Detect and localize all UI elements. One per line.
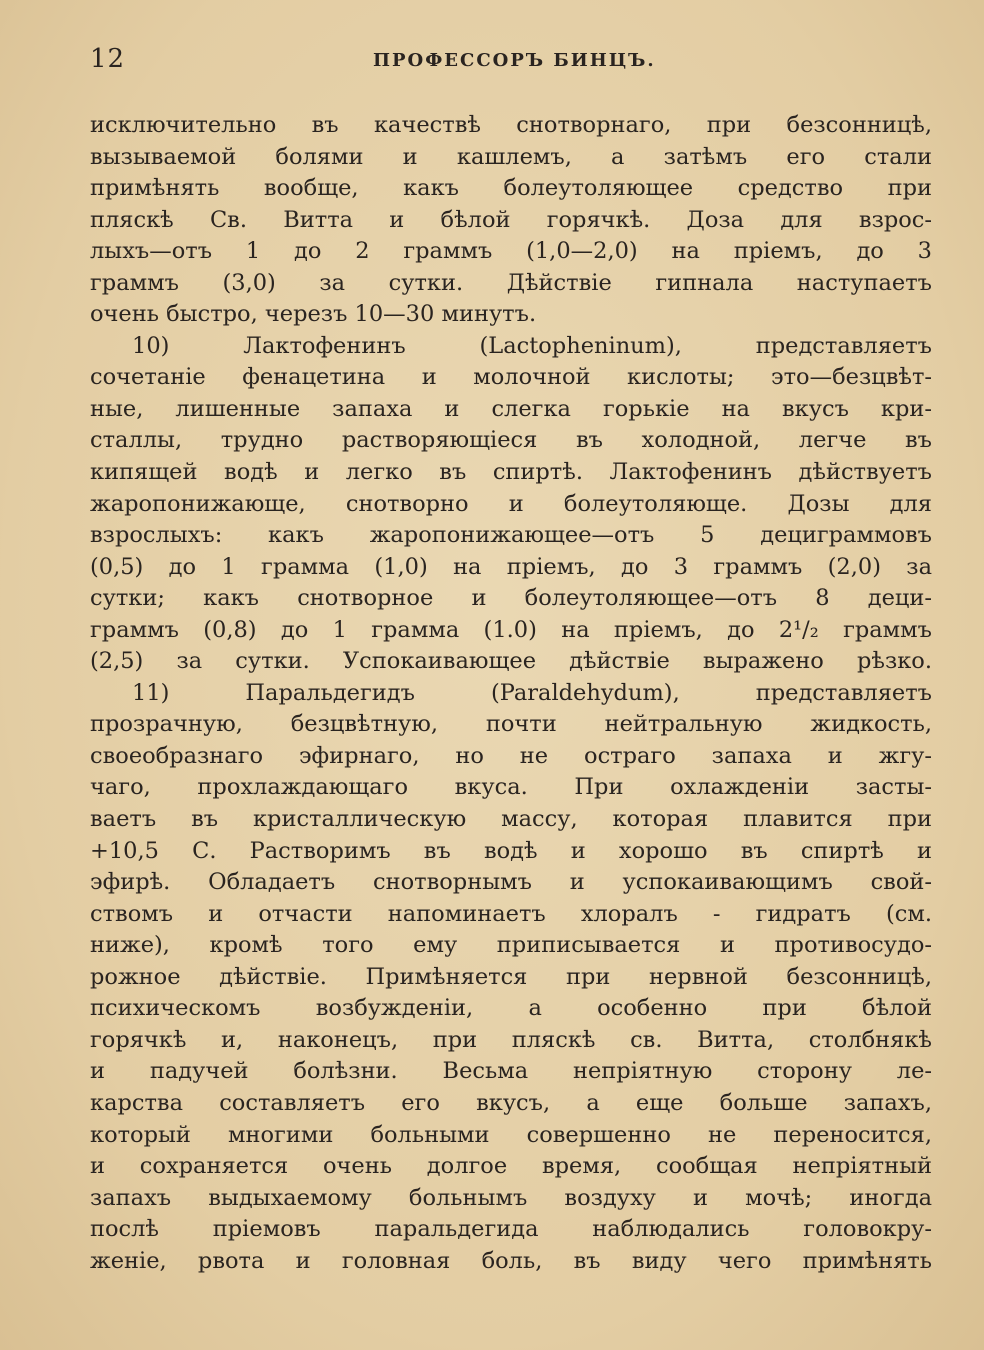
text-line: +10,5 С. Растворимъ въ водѣ и хорошо въ спиртѣ и <box>90 837 932 864</box>
text-line: ваетъ въ кристаллическую массу, которая плавится при <box>90 806 932 833</box>
text-line: лыхъ—отъ 1 до 2 граммъ (1,0—2,0) на пріемъ, до 3 <box>90 238 932 265</box>
paragraph-heading-line: 10) Лактофенинъ (Lactophenіnum), представляетъ <box>132 332 932 359</box>
text-line: и падучей болѣзни. Весьма непріятную сторону ле- <box>90 1058 932 1085</box>
text-line: жаропонижающе, снотворно и болеутоляюще. Дозы для <box>90 490 932 517</box>
page-number: 12 <box>90 44 126 74</box>
text-line: рожное дѣйствіе. Примѣняется при нервной безсонницѣ, <box>90 963 932 990</box>
text-line: карства составляетъ его вкусъ, а еще больше запахъ, <box>90 1089 932 1116</box>
text-line: (0,5) до 1 грамма (1,0) на пріемъ, до 3 граммъ (2,0) за <box>90 553 932 580</box>
text-line: эфирѣ. Обладаетъ снотворнымъ и успокаивающимъ свой- <box>90 869 932 896</box>
text-line: примѣнять вообще, какъ болеутоляющее средство при <box>90 175 932 202</box>
text-line: сочетаніе фенацетина и молочной кислоты; это—безцвѣт- <box>90 364 932 391</box>
text-line: сутки; какъ снотворное и болеутоляющее—отъ 8 деци- <box>90 585 932 612</box>
text-line: психическомъ возбужденіи, а особенно при бѣлой <box>90 995 932 1022</box>
text-line: исключительно въ качествѣ снотворнаго, при безсонницѣ, <box>90 112 932 138</box>
text-line: чаго, прохлаждающаго вкуса. При охлажденіи засты- <box>90 774 932 801</box>
text-line: граммъ (3,0) за сутки. Дѣйствіе гипнала наступаетъ <box>90 269 932 296</box>
text-line: своеобразнаго эфирнаго, но не остраго запаха и жгу- <box>90 742 932 769</box>
body-text <box>90 110 932 1277</box>
text-line: очень быстро, черезъ 10—30 минутъ. <box>90 301 537 328</box>
text-line: кипящей водѣ и легко въ спиртѣ. Лактофенинъ дѣйствуетъ <box>90 459 932 486</box>
text-line: ные, лишенные запаха и слегка горькіе на вкусъ кри- <box>90 395 932 422</box>
text-line: пляскѣ Св. Витта и бѣлой горячкѣ. Доза для взрос- <box>90 206 932 233</box>
text-line: вызываемой болями и кашлемъ, а затѣмъ его стали <box>90 143 932 170</box>
text-line: (2,5) за сутки. Успокаивающее дѣйствіе выражено рѣзко. <box>90 648 932 675</box>
text-line: запахъ выдыхаемому больнымъ воздуху и мочѣ; иногда <box>90 1184 932 1211</box>
text-line: женіе, рвота и головная боль, въ виду чего примѣнять <box>90 1247 932 1274</box>
text-line: ниже), кромѣ того ему приписывается и противосудо- <box>90 932 932 959</box>
text-line: взрослыхъ: какъ жаропонижающее—отъ 5 дециграммовъ <box>90 522 932 549</box>
text-line: ствомъ и отчасти напоминаетъ хлоралъ - гидратъ (см. <box>90 900 932 927</box>
text-line: горячкѣ и, наконецъ, при пляскѣ св. Витта, столбнякѣ <box>90 1026 932 1053</box>
page-header <box>90 44 932 78</box>
text-line: который многими больными совершенно не переносится, <box>90 1121 932 1148</box>
text-line: сталлы, трудно растворяющіеся въ холодной, легче въ <box>90 427 932 454</box>
text-line: граммъ (0,8) до 1 грамма (1.0) на пріемъ, до 2¹/₂ граммъ <box>90 616 932 643</box>
text-line: послѣ пріемовъ паральдегида наблюдались головокру- <box>90 1216 932 1243</box>
running-title: ПРОФЕССОРЪ БИНЦЪ. <box>373 50 656 71</box>
paragraph-heading-line: 11) Паральдегидъ (Paraldehydum), представляетъ <box>132 679 932 706</box>
text-line: и сохраняется очень долгое время, сообщая непріятный <box>90 1153 932 1180</box>
text-line: прозрачную, безцвѣтную, почти нейтральную жидкость, <box>90 711 932 738</box>
